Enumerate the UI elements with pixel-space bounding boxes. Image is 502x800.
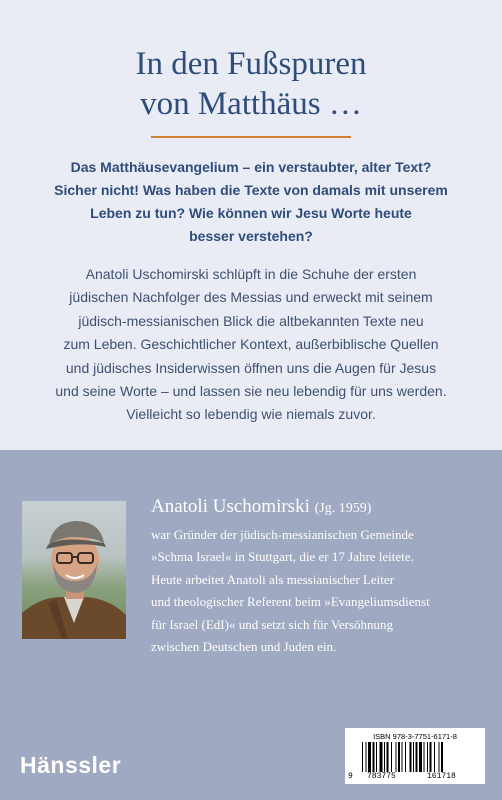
body-line: jüdisch-messianischen Blick die altbekannten Texte neu xyxy=(78,312,424,329)
author-name: Anatoli Uschomirski xyxy=(151,496,310,517)
barcode-bar xyxy=(410,742,412,772)
author-years: (Jg. 1959) xyxy=(314,501,372,516)
lead-line: Leben zu tun? Wie können wir Jesu Worte heute xyxy=(90,205,412,221)
barcode-bar xyxy=(391,742,392,772)
bio-line: »Schma Israel« in Stuttgart, die er 17 Jahre leitete. xyxy=(151,549,414,565)
orange-divider xyxy=(151,136,351,138)
author-photo xyxy=(22,501,126,639)
barcode-bar xyxy=(387,742,389,772)
barcode-left-group: 783775 xyxy=(367,772,396,781)
barcode-bars-icon xyxy=(350,742,480,772)
barcode-bar xyxy=(434,742,435,772)
lead-line: Sicher nicht! Was haben die Texte von damals mit unserem xyxy=(54,182,448,198)
headline-line-1: In den Fußspuren xyxy=(135,46,367,82)
barcode-bar xyxy=(416,742,418,772)
headline xyxy=(0,44,502,124)
body-line: zum Leben. Geschichtlicher Kontext, außerbiblische Quellen xyxy=(63,336,439,353)
barcode-bar xyxy=(405,742,406,772)
barcode-bar xyxy=(380,742,383,772)
lead-line: Das Matthäusevangelium – ein verstaubter, alter Text? xyxy=(70,159,432,175)
bio-line: Heute arbeitet Anatoli als messianischer Leiter xyxy=(151,571,394,587)
barcode-bar xyxy=(376,742,377,772)
barcode-right-group: 161718 xyxy=(427,772,456,781)
barcode-bar xyxy=(366,742,367,772)
bio-line: und theologischer Referent beim »Evangeliumsdienst xyxy=(151,594,430,610)
barcode-bar xyxy=(413,742,414,772)
barcode-bar xyxy=(398,742,400,772)
barcode-bar xyxy=(441,742,443,772)
barcode-bar xyxy=(439,742,440,772)
barcode-bar xyxy=(419,742,422,772)
barcode-bar xyxy=(384,742,385,772)
body-line: Vielleicht so lebendig wie niemals zuvor. xyxy=(126,406,376,423)
barcode-bar xyxy=(373,742,375,772)
publisher-logo: Hänssler xyxy=(20,752,122,778)
barcode-bar xyxy=(362,742,363,772)
barcode-bar xyxy=(368,742,371,772)
barcode-bar xyxy=(427,742,428,772)
barcode-bar xyxy=(430,742,432,772)
body-line: und jüdisches Insiderwissen öffnen uns die Augen für Jesus xyxy=(65,359,437,376)
body-line: und seine Worte – und lassen sie neu lebendig für uns werden. xyxy=(55,383,447,400)
barcode xyxy=(345,728,485,784)
body-line: jüdischen Nachfolger des Messias und erweckt mit seinem xyxy=(69,289,433,306)
author-heading xyxy=(151,496,371,518)
barcode-first-digit: 9 xyxy=(348,772,353,781)
lead-line: besser verstehen? xyxy=(189,228,313,244)
author-bio xyxy=(151,524,486,658)
headline-line-2: von Matthäus … xyxy=(140,86,362,122)
isbn-text: ISBN 978-3-7751-6171-8 xyxy=(373,732,457,741)
bio-line: war Gründer der jüdisch-messianischen Gemeinde xyxy=(151,527,414,542)
body-line: Anatoli Uschomirski schlüpft in die Schuhe der ersten xyxy=(85,266,417,282)
bio-line: zwischen Deutschen und Juden ein. xyxy=(151,639,337,655)
barcode-bar xyxy=(396,742,397,772)
barcode-digits xyxy=(345,772,485,782)
barcode-bar xyxy=(424,742,425,772)
description-paragraph xyxy=(20,263,482,427)
author-portrait-icon xyxy=(22,501,126,639)
bio-line: für Israel (EdI)« und setzt sich für Versöhnung xyxy=(151,616,393,632)
barcode-bar xyxy=(402,742,403,772)
lead-paragraph xyxy=(20,156,482,248)
